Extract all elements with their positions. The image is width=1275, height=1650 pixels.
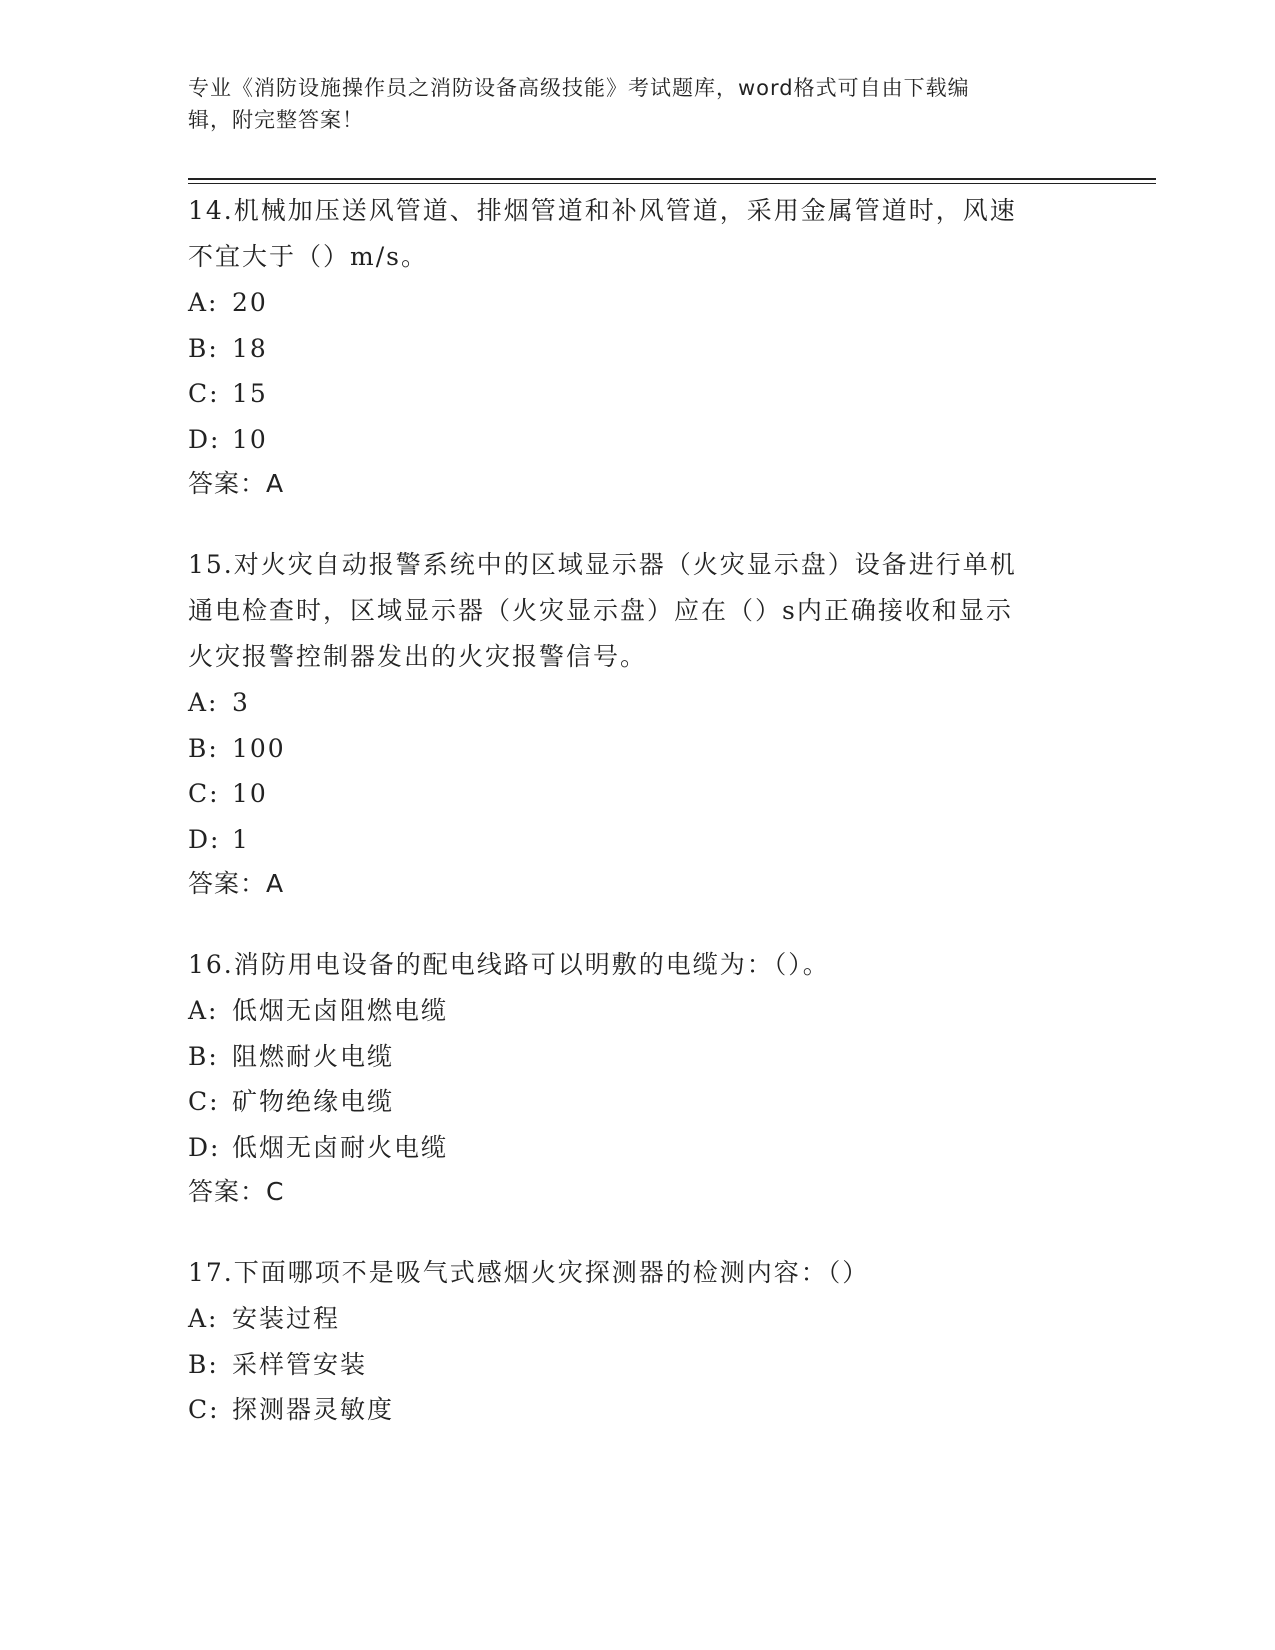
question-stem-text: 对火灾自动报警系统中的区域显示器（火灾显示盘）设备进行单机	[233, 550, 1017, 579]
option-letter: A:	[188, 1304, 219, 1333]
answer-option	[188, 417, 1088, 463]
question-number: 17.	[188, 1258, 234, 1287]
option-text: 探测器灵敏度	[232, 1395, 395, 1424]
question-stem-first-line	[188, 542, 1088, 588]
answer-option	[188, 1034, 1088, 1080]
option-text: 3	[232, 688, 250, 717]
option-text: 1	[232, 824, 250, 854]
option-letter: A:	[188, 996, 219, 1025]
answer-option	[188, 1125, 1088, 1171]
option-text: 低烟无卤阻燃电缆	[232, 996, 449, 1025]
answer-option	[188, 1079, 1088, 1125]
option-letter: C:	[188, 379, 220, 408]
option-letter: B:	[188, 733, 219, 763]
option-text: 18	[232, 333, 268, 363]
option-letter: A:	[188, 288, 219, 317]
question-stem-line	[188, 234, 1088, 280]
option-letter: C:	[188, 779, 220, 808]
correct-answer: 答案：A	[188, 869, 285, 898]
answer-option	[188, 771, 1088, 817]
option-text: 10	[232, 779, 268, 808]
question-number: 14.	[188, 196, 234, 225]
answer-option	[188, 1342, 1088, 1388]
question-stem-text: 机械加压送风管道、排烟管道和补风管道，采用金属管道时，风速	[233, 196, 1017, 225]
question-stem-first-line	[188, 942, 1088, 988]
option-letter: D:	[188, 1132, 221, 1162]
answer-option	[188, 326, 1088, 372]
question-item	[188, 942, 1088, 1214]
option-letter: B:	[188, 1041, 219, 1071]
question-stem-first-line	[188, 1250, 1088, 1296]
header-line-1: 专业《消防设施操作员之消防设备高级技能》考试题库，word格式可自由下载编	[188, 76, 970, 100]
document-header	[188, 72, 1088, 136]
option-text: 15	[232, 379, 268, 408]
question-stem-line	[188, 634, 1088, 680]
question-stem-text: 不宜大于（）m/s。	[188, 242, 428, 271]
question-list	[188, 188, 1088, 1469]
option-letter: A:	[188, 688, 219, 717]
correct-answer: 答案：C	[188, 1177, 285, 1206]
header-line-2: 辑，附完整答案！	[188, 108, 364, 132]
answer-option	[188, 1296, 1088, 1342]
option-letter: C:	[188, 1087, 220, 1116]
option-letter: C:	[188, 1395, 220, 1424]
answer-option	[188, 726, 1088, 772]
question-stem-text: 火灾报警控制器发出的火灾报警信号。	[188, 642, 648, 671]
option-letter: B:	[188, 1349, 219, 1379]
option-text: 采样管安装	[232, 1349, 368, 1379]
option-letter: B:	[188, 333, 219, 363]
answer-option	[188, 817, 1088, 863]
question-stem-line	[188, 588, 1088, 634]
answer-option	[188, 371, 1088, 417]
question-stem-text: 通电检查时，区域显示器（火灾显示盘）应在（）s内正确接收和显示	[188, 596, 1013, 625]
question-stem-first-line	[188, 188, 1088, 234]
question-item	[188, 542, 1088, 906]
option-letter: D:	[188, 824, 221, 854]
option-text: 10	[232, 424, 268, 454]
option-text: 阻燃耐火电缆	[232, 1041, 395, 1071]
question-stem-text: 消防用电设备的配电线路可以明敷的电缆为：（）。	[233, 950, 830, 979]
option-text: 矿物绝缘电缆	[232, 1087, 395, 1116]
option-text: 20	[232, 288, 268, 317]
option-text: 100	[232, 733, 286, 763]
answer-option	[188, 988, 1088, 1034]
option-text: 低烟无卤耐火电缆	[232, 1132, 449, 1162]
answer-option	[188, 1387, 1088, 1433]
question-number: 15.	[188, 550, 234, 579]
option-text: 安装过程	[232, 1304, 341, 1333]
question-item	[188, 188, 1088, 506]
question-stem-text: 下面哪项不是吸气式感烟火灾探测器的检测内容：（）	[233, 1258, 870, 1287]
header-divider-thick	[188, 178, 1156, 180]
question-number: 16.	[188, 950, 234, 979]
correct-answer: 答案：A	[188, 469, 285, 498]
option-letter: D:	[188, 424, 221, 454]
answer-option	[188, 680, 1088, 726]
header-divider-thin	[188, 183, 1156, 184]
answer-option	[188, 280, 1088, 326]
question-item	[188, 1250, 1088, 1433]
